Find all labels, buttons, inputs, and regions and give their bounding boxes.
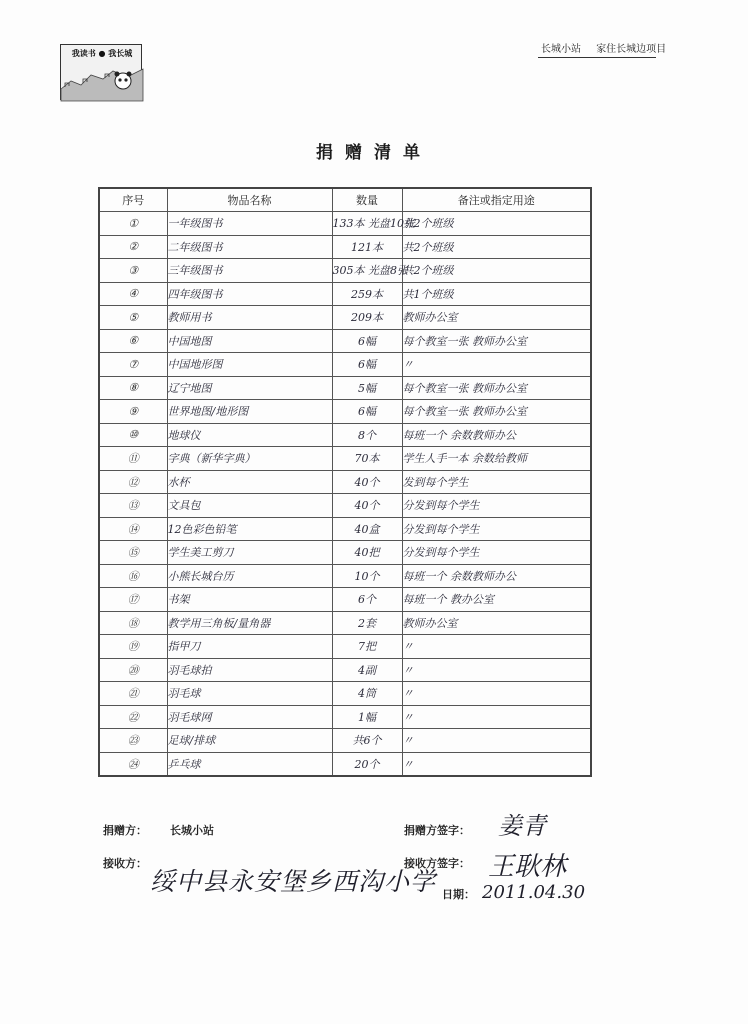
item-quantity: 259本 bbox=[332, 282, 402, 306]
item-quantity: 共6个 bbox=[332, 729, 402, 753]
table-header-row bbox=[99, 188, 591, 212]
table-row bbox=[99, 541, 591, 565]
item-name: 教师用书 bbox=[167, 306, 332, 330]
row-number: ⑮ bbox=[99, 541, 167, 565]
item-note: 共2个班级 bbox=[402, 259, 591, 283]
header-rule bbox=[538, 57, 656, 58]
item-note: 教师办公室 bbox=[402, 306, 591, 330]
table-row bbox=[99, 400, 591, 424]
table-row bbox=[99, 635, 591, 659]
item-name: 辽宁地图 bbox=[167, 376, 332, 400]
item-name: 乒乓球 bbox=[167, 752, 332, 776]
item-name: 三年级图书 bbox=[167, 259, 332, 283]
item-quantity: 209本 bbox=[332, 306, 402, 330]
item-note: 教师办公室 bbox=[402, 611, 591, 635]
item-name: 字典（新华字典） bbox=[167, 447, 332, 471]
column-header-no: 序号 bbox=[99, 188, 167, 212]
row-number: ⑪ bbox=[99, 447, 167, 471]
item-name: 教学用三角板/量角器 bbox=[167, 611, 332, 635]
item-quantity: 70本 bbox=[332, 447, 402, 471]
item-quantity: 10个 bbox=[332, 564, 402, 588]
item-note: 〃 bbox=[402, 353, 591, 377]
item-name: 指甲刀 bbox=[167, 635, 332, 659]
page-title: 捐赠清单 bbox=[316, 143, 432, 163]
item-name: 中国地图 bbox=[167, 329, 332, 353]
item-note: 〃 bbox=[402, 635, 591, 659]
item-name: 水杯 bbox=[167, 470, 332, 494]
item-note: 〃 bbox=[402, 658, 591, 682]
item-name: 羽毛球 bbox=[167, 682, 332, 706]
item-note: 学生人手一本 余数给教师 bbox=[402, 447, 591, 471]
item-quantity: 133本 光盘10张 bbox=[332, 212, 402, 236]
item-quantity: 1幅 bbox=[332, 705, 402, 729]
table-row bbox=[99, 235, 591, 259]
row-number: ㉑ bbox=[99, 682, 167, 706]
header-project-name: 家住长城边项目 bbox=[596, 44, 667, 55]
table-row bbox=[99, 658, 591, 682]
receiver-sign-label: 接收方签字： bbox=[404, 857, 470, 870]
item-note: 分发到每个学生 bbox=[402, 541, 591, 565]
date-label: 日期： bbox=[442, 888, 475, 901]
item-quantity: 5幅 bbox=[332, 376, 402, 400]
table-row bbox=[99, 376, 591, 400]
item-quantity: 305本 光盘8张 bbox=[332, 259, 402, 283]
item-name: 小熊长城台历 bbox=[167, 564, 332, 588]
receiver-handwritten: 绥中县永安堡乡西沟小学 bbox=[150, 867, 437, 896]
column-header-item: 物品名称 bbox=[167, 188, 332, 212]
table-row bbox=[99, 353, 591, 377]
date-value: 2011.04.30 bbox=[482, 882, 586, 903]
item-note: 每个教室一张 教师办公室 bbox=[402, 329, 591, 353]
table-row bbox=[99, 306, 591, 330]
row-number: ⑬ bbox=[99, 494, 167, 518]
row-number: ⑥ bbox=[99, 329, 167, 353]
row-number: ⑨ bbox=[99, 400, 167, 424]
item-note: 〃 bbox=[402, 729, 591, 753]
item-quantity: 4副 bbox=[332, 658, 402, 682]
item-quantity: 2套 bbox=[332, 611, 402, 635]
logo bbox=[60, 44, 142, 100]
row-number: ⑱ bbox=[99, 611, 167, 635]
table-row bbox=[99, 423, 591, 447]
item-quantity: 6幅 bbox=[332, 400, 402, 424]
header-org-name: 长城小站 bbox=[541, 44, 581, 55]
item-quantity: 40把 bbox=[332, 541, 402, 565]
item-note: 共2个班级 bbox=[402, 212, 591, 236]
table-row bbox=[99, 682, 591, 706]
item-note: 共2个班级 bbox=[402, 235, 591, 259]
row-number: ② bbox=[99, 235, 167, 259]
table-row bbox=[99, 517, 591, 541]
row-number: ③ bbox=[99, 259, 167, 283]
donor-label: 捐赠方： bbox=[103, 824, 147, 837]
row-number: ⑧ bbox=[99, 376, 167, 400]
table-row bbox=[99, 564, 591, 588]
logo-text: 我读书 ● 我长城 bbox=[71, 49, 133, 58]
item-quantity: 40个 bbox=[332, 494, 402, 518]
item-name: 足球/排球 bbox=[167, 729, 332, 753]
item-note: 分发到每个学生 bbox=[402, 494, 591, 518]
row-number: ⑦ bbox=[99, 353, 167, 377]
donor-value: 长城小站 bbox=[170, 824, 214, 837]
row-number: ⑯ bbox=[99, 564, 167, 588]
item-note: 〃 bbox=[402, 752, 591, 776]
item-name: 二年级图书 bbox=[167, 235, 332, 259]
item-note: 共1个班级 bbox=[402, 282, 591, 306]
row-number: ⑩ bbox=[99, 423, 167, 447]
column-header-note: 备注或指定用途 bbox=[402, 188, 591, 212]
item-name: 文具包 bbox=[167, 494, 332, 518]
table-row bbox=[99, 259, 591, 283]
table-row bbox=[99, 282, 591, 306]
row-number: ⑰ bbox=[99, 588, 167, 612]
item-quantity: 4筒 bbox=[332, 682, 402, 706]
table-row bbox=[99, 329, 591, 353]
item-quantity: 40个 bbox=[332, 470, 402, 494]
item-name: 羽毛球拍 bbox=[167, 658, 332, 682]
donation-table bbox=[98, 187, 592, 777]
item-note: 发到每个学生 bbox=[402, 470, 591, 494]
item-name: 学生美工剪刀 bbox=[167, 541, 332, 565]
great-wall-panda-illustration bbox=[61, 59, 143, 101]
item-note: 〃 bbox=[402, 682, 591, 706]
receiver-label: 接收方： bbox=[103, 857, 147, 870]
item-name: 中国地形图 bbox=[167, 353, 332, 377]
table-row bbox=[99, 611, 591, 635]
item-note: 〃 bbox=[402, 705, 591, 729]
header-org bbox=[541, 40, 678, 55]
table-row bbox=[99, 494, 591, 518]
item-quantity: 6个 bbox=[332, 588, 402, 612]
table-row bbox=[99, 729, 591, 753]
item-quantity: 20个 bbox=[332, 752, 402, 776]
item-note: 每个教室一张 教师办公室 bbox=[402, 376, 591, 400]
table-row bbox=[99, 470, 591, 494]
item-note: 每个教室一张 教师办公室 bbox=[402, 400, 591, 424]
item-name: 四年级图书 bbox=[167, 282, 332, 306]
item-name: 地球仪 bbox=[167, 423, 332, 447]
receiver-signature: 王耿林 bbox=[488, 852, 567, 882]
donor-sign-label: 捐赠方签字： bbox=[404, 824, 470, 837]
item-quantity: 6幅 bbox=[332, 353, 402, 377]
item-quantity: 7把 bbox=[332, 635, 402, 659]
row-number: ④ bbox=[99, 282, 167, 306]
row-number: ㉒ bbox=[99, 705, 167, 729]
table-row bbox=[99, 447, 591, 471]
item-note: 每班一个 余数教师办公 bbox=[402, 564, 591, 588]
table-row bbox=[99, 212, 591, 236]
item-note: 分发到每个学生 bbox=[402, 517, 591, 541]
item-note: 每班一个 余数教师办公 bbox=[402, 423, 591, 447]
table-row bbox=[99, 588, 591, 612]
item-quantity: 121本 bbox=[332, 235, 402, 259]
row-number: ⑤ bbox=[99, 306, 167, 330]
row-number: ⑭ bbox=[99, 517, 167, 541]
row-number: ⑫ bbox=[99, 470, 167, 494]
item-quantity: 40盒 bbox=[332, 517, 402, 541]
item-name: 书架 bbox=[167, 588, 332, 612]
item-quantity: 8个 bbox=[332, 423, 402, 447]
item-quantity: 6幅 bbox=[332, 329, 402, 353]
item-name: 12色彩色铅笔 bbox=[167, 517, 332, 541]
row-number: ① bbox=[99, 212, 167, 236]
item-name: 世界地图/地形图 bbox=[167, 400, 332, 424]
row-number: ⑳ bbox=[99, 658, 167, 682]
row-number: ㉔ bbox=[99, 752, 167, 776]
donor-signature: 姜青 bbox=[498, 812, 546, 840]
row-number: ㉓ bbox=[99, 729, 167, 753]
column-header-qty: 数量 bbox=[332, 188, 402, 212]
item-note: 每班一个 教办公室 bbox=[402, 588, 591, 612]
item-name: 一年级图书 bbox=[167, 212, 332, 236]
item-name: 羽毛球网 bbox=[167, 705, 332, 729]
row-number: ⑲ bbox=[99, 635, 167, 659]
table-row bbox=[99, 705, 591, 729]
table-row bbox=[99, 752, 591, 776]
